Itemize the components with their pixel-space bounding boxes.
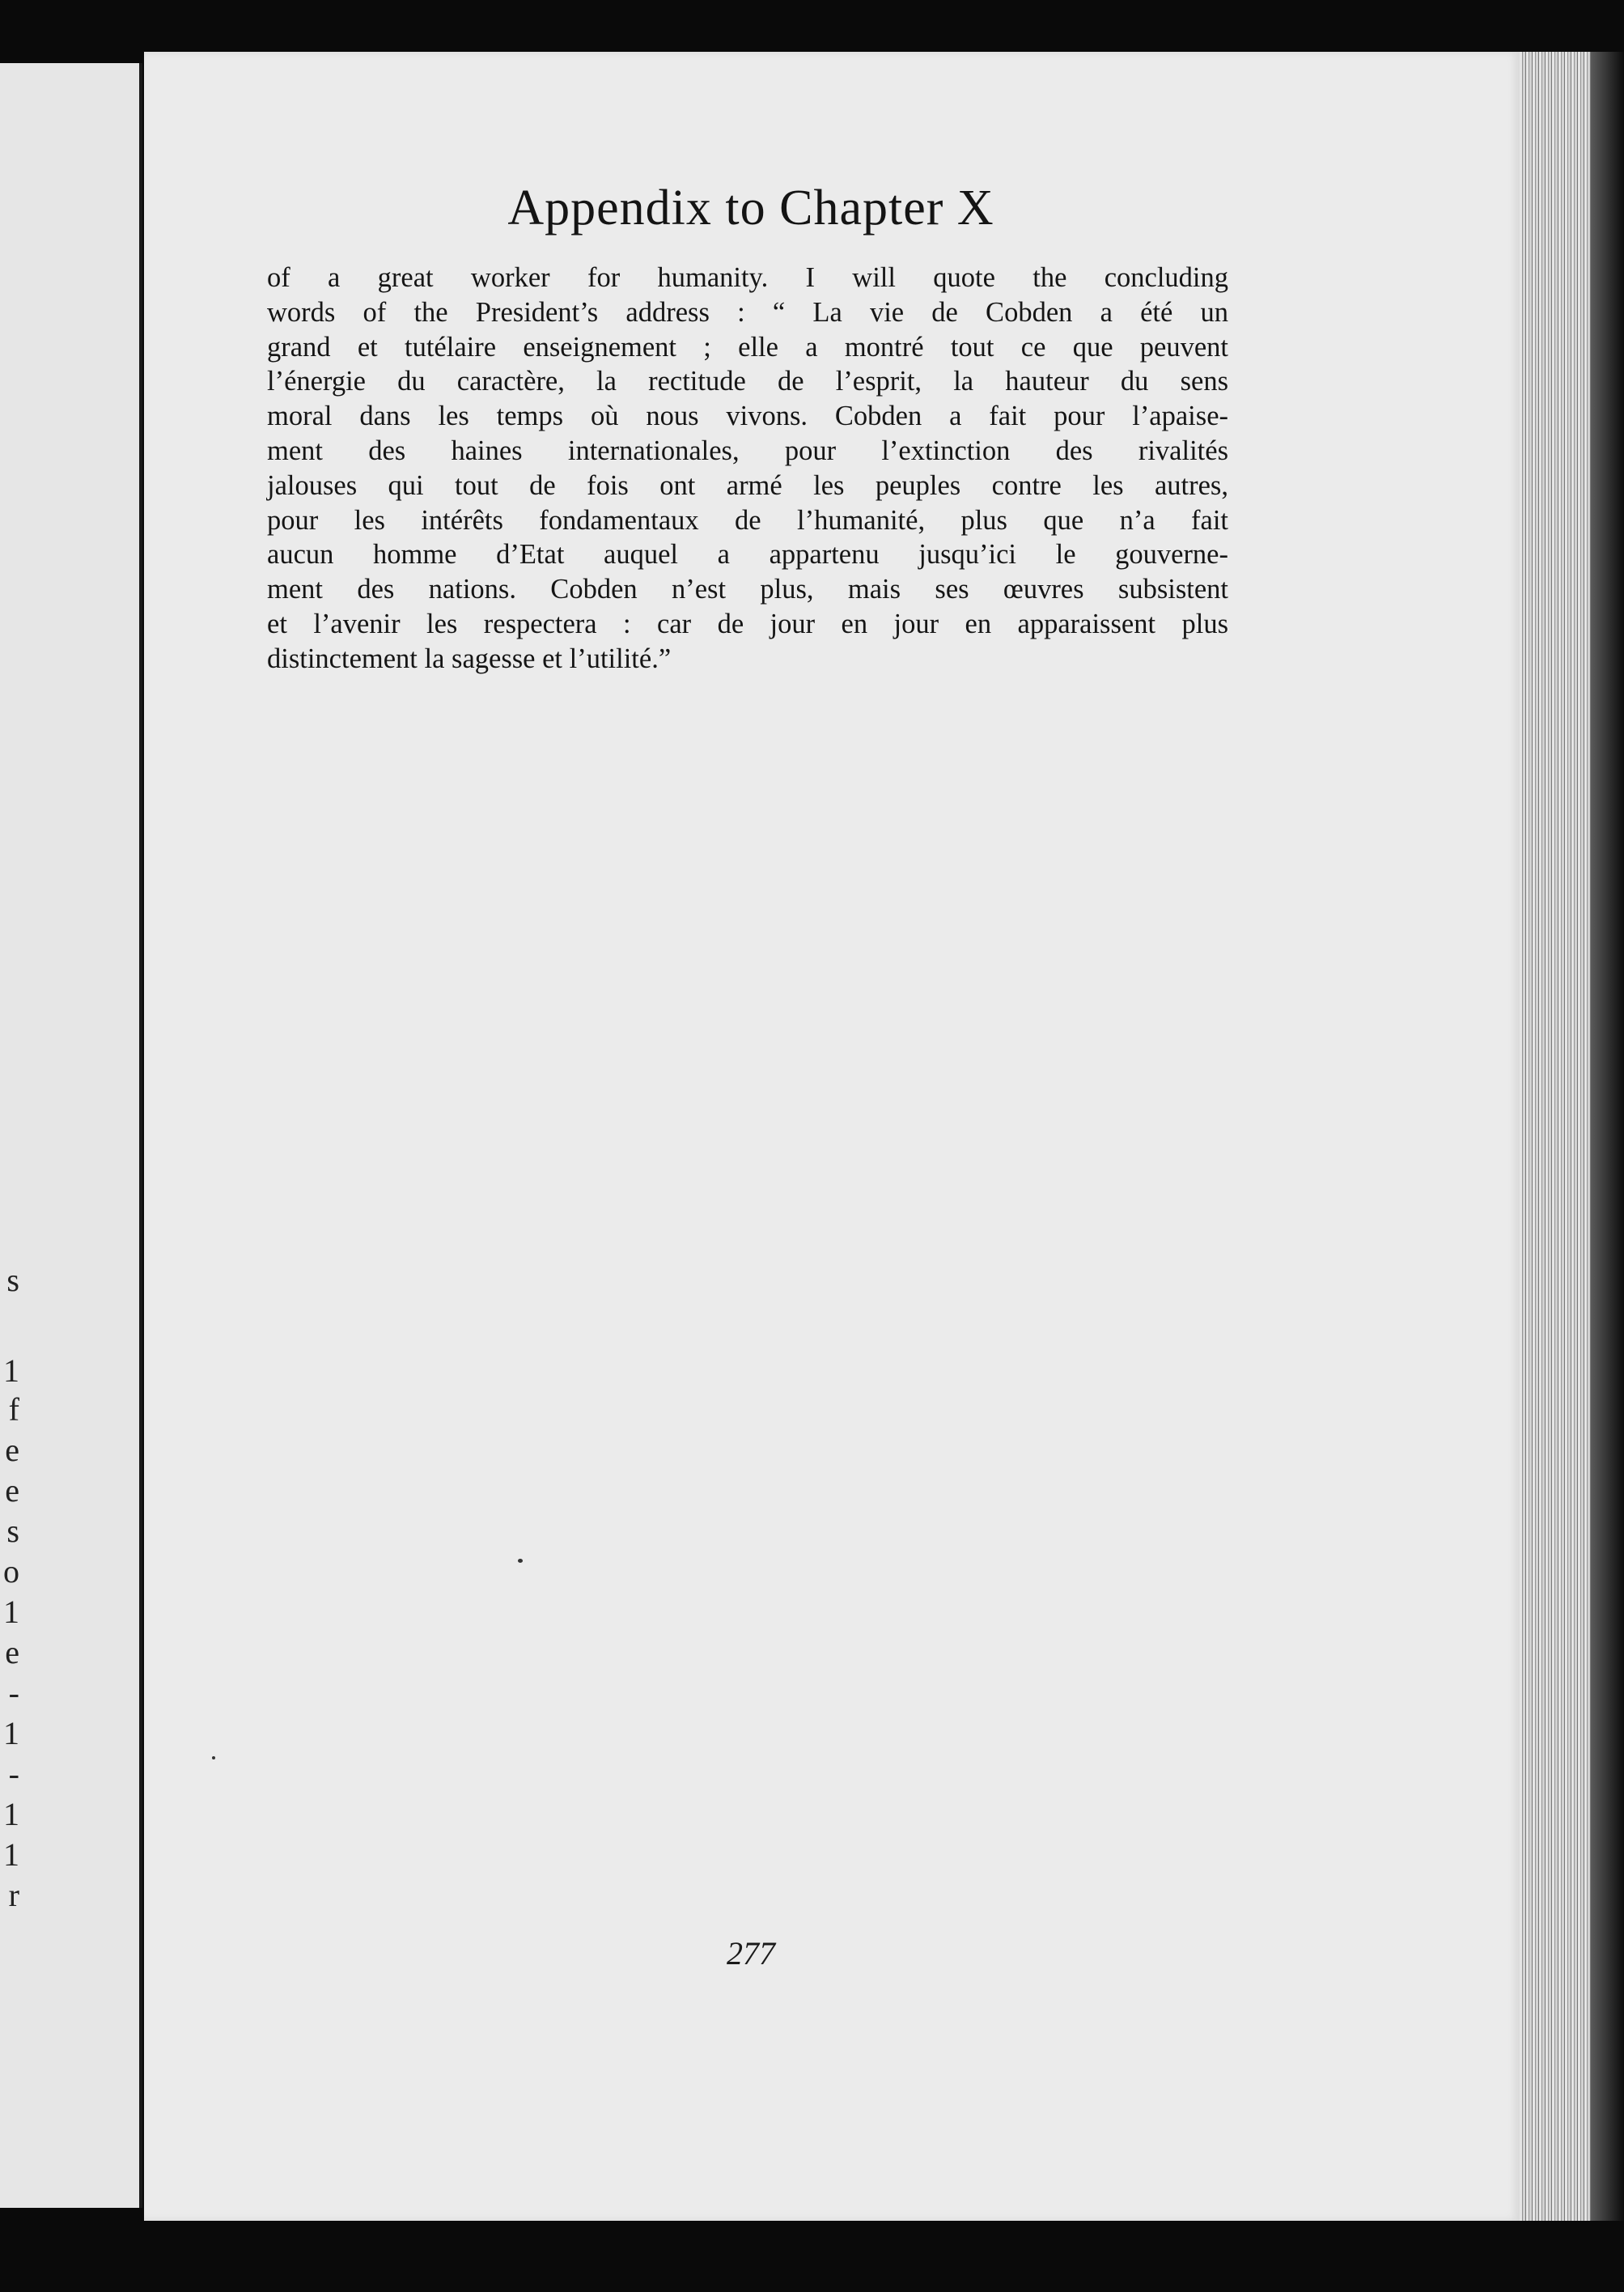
left-page-fragment: s — [6, 1513, 19, 1549]
text-line: of a great worker for humanity. I will quote the concluding — [267, 262, 1228, 293]
left-page-fragment: 1 — [3, 1836, 19, 1873]
left-page-fragment: f — [8, 1391, 19, 1428]
text-line: l’énergie du caractère, la rectitude de l’esprit, la hauteur du sens — [267, 366, 1228, 397]
text-line: ment des haines internationales, pour l’extinction des rivalités — [267, 435, 1228, 466]
text-line: grand et tutélaire enseignement ; elle a montré tout ce que peuvent — [267, 331, 1228, 363]
left-page-fragment: e — [5, 1634, 19, 1670]
left-page-fragment: 1 — [3, 1796, 19, 1832]
left-page-fragment: 1 — [3, 1594, 19, 1630]
dust-speck — [212, 1756, 215, 1759]
dust-speck — [518, 1559, 523, 1563]
left-page-fragment: - — [8, 1674, 19, 1711]
left-page-fragment: r — [8, 1877, 19, 1913]
text-line: words of the President’s address : “ La vie de Cobden a été un — [267, 296, 1228, 328]
left-page-fragment: 1 — [3, 1715, 19, 1751]
left-page-fragment: o — [3, 1553, 19, 1590]
left-page-fragment: 1 — [3, 1352, 19, 1389]
chapter-heading: Appendix to Chapter X — [507, 180, 994, 236]
left-page-fragment: s — [6, 1262, 19, 1298]
text-line: ment des nations. Cobden n’est plus, mais ses œuvres subsistent — [267, 574, 1228, 605]
previous-page-edge — [0, 63, 142, 2208]
body-text — [267, 261, 1228, 677]
page-number: 277 — [727, 1935, 775, 1972]
text-line: moral dans les temps où nous vivons. Cobden a fait pour l’apaise- — [267, 401, 1228, 432]
text-line: pour les intérêts fondamentaux de l’humanité, plus que n’a fait — [267, 504, 1228, 536]
left-page-fragment: e — [5, 1472, 19, 1509]
text-line: jalouses qui tout de fois ont armé les peuples contre les autres, — [267, 469, 1228, 501]
text-line: distinctement la sagesse et l’utilité.” — [267, 643, 672, 674]
left-page-fragment: e — [5, 1432, 19, 1468]
left-page-fragment: - — [8, 1755, 19, 1792]
page-edges-shadow — [1591, 52, 1624, 2221]
page-edges — [1520, 52, 1592, 2221]
text-line: aucun homme d’Etat auquel a appartenu jusqu’ici le gouverne- — [267, 539, 1228, 571]
text-line: et l’avenir les respectera : car de jour en jour en apparaissent plus — [267, 608, 1228, 639]
